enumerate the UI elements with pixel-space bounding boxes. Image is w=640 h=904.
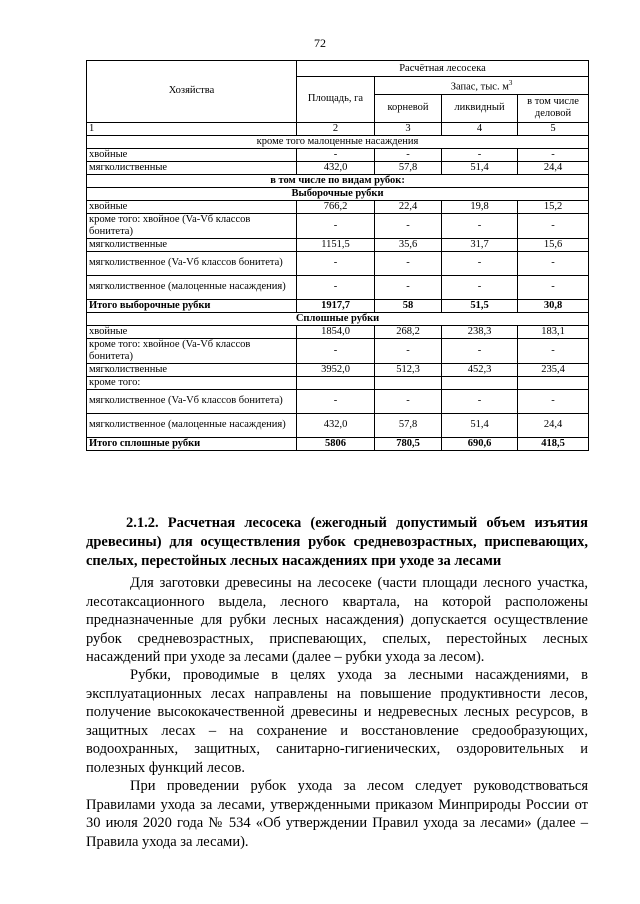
value-cell: 24,4	[518, 413, 589, 437]
value-cell: -	[297, 251, 375, 275]
paragraph-2: Рубки, проводимые в целях ухода за лесными насаждениями, в эксплуатационных лесах направлены на повышение продуктивности лесов, получение высококачественной древесины и недревесных лесных ресурсов, в защитных лесах – на сохранение и восстановление средообразующих, водоохранных, защитных, санитарно-гигиенических, оздоровительных и полезных функций лесов.	[86, 667, 588, 776]
table-row	[87, 213, 589, 238]
table-row	[87, 389, 589, 413]
value-cell: -	[375, 338, 442, 363]
section-row	[87, 187, 589, 200]
value-cell: 5	[518, 122, 589, 135]
row-label-cell: кроме того: хвойное (Va-Vб классов бонитета)	[87, 213, 297, 238]
value-cell: 22,4	[375, 200, 442, 213]
table-row	[87, 376, 589, 389]
table-row	[87, 437, 589, 450]
table-row	[87, 325, 589, 338]
value-cell: -	[442, 251, 518, 275]
value-cell: 15,2	[518, 200, 589, 213]
row-label-cell: Итого сплошные рубки	[87, 437, 297, 450]
value-cell	[518, 376, 589, 389]
value-cell	[297, 376, 375, 389]
section-title: кроме того малоценные насаждения	[87, 135, 589, 148]
header-stock	[375, 77, 589, 95]
section-heading-text: 2.1.2. Расчетная лесосека (ежегодный допустимый объем изъятия древесины) для осуществления рубок средневозрастных, приспевающих, спелых, перестойных лесных насаждениях при уходе за лесами	[86, 515, 588, 569]
value-cell: 238,3	[442, 325, 518, 338]
section-heading	[86, 514, 588, 571]
value-cell: 3	[375, 122, 442, 135]
page-number: 72	[314, 36, 326, 50]
section-title: Сплошные рубки	[87, 312, 589, 325]
value-cell: 57,8	[375, 413, 442, 437]
value-cell	[442, 376, 518, 389]
value-cell: 432,0	[297, 413, 375, 437]
value-cell: 57,8	[375, 161, 442, 174]
section-title: Выборочные рубки	[87, 187, 589, 200]
value-cell: 35,6	[375, 238, 442, 251]
value-cell: 183,1	[518, 325, 589, 338]
value-cell: 51,4	[442, 413, 518, 437]
header-area: Площадь, га	[297, 77, 375, 123]
table-row	[87, 275, 589, 299]
header-liquid: ликвидный	[442, 94, 518, 122]
row-label-cell: мягколиственное (малоценные насаждения)	[87, 413, 297, 437]
value-cell: 31,7	[442, 238, 518, 251]
value-cell: 51,4	[442, 161, 518, 174]
value-cell: -	[297, 389, 375, 413]
value-cell: 268,2	[375, 325, 442, 338]
value-cell: 58	[375, 299, 442, 312]
value-cell: -	[442, 213, 518, 238]
value-cell: 5806	[297, 437, 375, 450]
paragraph-3: При проведении рубок ухода за лесом следует руководствоваться Правилами ухода за лесами, утвержденными приказом Минприроды России от 30 июля 2020 года № 534 «Об утверждении Правил ухода за лесами» (далее – Правила ухода за лесами).	[86, 778, 588, 850]
value-cell: -	[518, 148, 589, 161]
row-label-cell: мягколиственное (Va-Vб классов бонитета)	[87, 251, 297, 275]
row-label-cell: мягколиственное (малоценные насаждения)	[87, 275, 297, 299]
header-root: корневой	[375, 94, 442, 122]
section-row	[87, 174, 589, 187]
row-label-cell: хвойные	[87, 200, 297, 213]
value-cell: -	[518, 213, 589, 238]
value-cell: 512,3	[375, 363, 442, 376]
value-cell: 780,5	[375, 437, 442, 450]
value-cell: -	[375, 251, 442, 275]
row-label-cell: кроме того:	[87, 376, 297, 389]
row-label-cell: хвойные	[87, 325, 297, 338]
value-cell: 418,5	[518, 437, 589, 450]
table-row	[87, 363, 589, 376]
value-cell: 51,5	[442, 299, 518, 312]
value-cell: 4	[442, 122, 518, 135]
value-cell: 30,8	[518, 299, 589, 312]
value-cell: 1917,7	[297, 299, 375, 312]
table-row	[87, 413, 589, 437]
table-row	[87, 251, 589, 275]
value-cell: 19,8	[442, 200, 518, 213]
section-row	[87, 135, 589, 148]
table-row	[87, 299, 589, 312]
section-row	[87, 312, 589, 325]
row-label-cell: кроме того: хвойное (Va-Vб классов бонитета)	[87, 338, 297, 363]
value-cell: 1854,0	[297, 325, 375, 338]
header-business: в том числе деловой	[518, 94, 589, 122]
table-row	[87, 238, 589, 251]
row-label-cell: хвойные	[87, 148, 297, 161]
table-row	[87, 161, 589, 174]
header-farms: Хозяйства	[87, 61, 297, 123]
table-row	[87, 200, 589, 213]
value-cell: 15,6	[518, 238, 589, 251]
row-label-cell: мягколиственные	[87, 161, 297, 174]
value-cell: -	[375, 275, 442, 299]
value-cell: -	[442, 148, 518, 161]
table-row	[87, 338, 589, 363]
row-label-cell: 1	[87, 122, 297, 135]
row-label-cell: мягколиственные	[87, 363, 297, 376]
table-row	[87, 148, 589, 161]
value-cell: -	[375, 389, 442, 413]
value-cell: -	[442, 389, 518, 413]
section-title: в том числе по видам рубок:	[87, 174, 589, 187]
value-cell: -	[442, 338, 518, 363]
value-cell: 1151,5	[297, 238, 375, 251]
value-cell: -	[518, 338, 589, 363]
value-cell: -	[375, 213, 442, 238]
value-cell: -	[375, 148, 442, 161]
value-cell: -	[297, 148, 375, 161]
value-cell: 3952,0	[297, 363, 375, 376]
value-cell	[375, 376, 442, 389]
value-cell: -	[518, 389, 589, 413]
value-cell: 2	[297, 122, 375, 135]
value-cell: -	[297, 275, 375, 299]
value-cell: 432,0	[297, 161, 375, 174]
header-stock-text: Запас, тыс. м	[450, 81, 509, 93]
value-cell: -	[518, 275, 589, 299]
row-label-cell: мягколиственные	[87, 238, 297, 251]
value-cell: 690,6	[442, 437, 518, 450]
table-row	[87, 122, 589, 135]
header-calc-cutting: Расчётная лесосека	[297, 61, 589, 77]
value-cell: -	[518, 251, 589, 275]
value-cell: 235,4	[518, 363, 589, 376]
value-cell: 766,2	[297, 200, 375, 213]
row-label-cell: мягколиственное (Va-Vб классов бонитета)	[87, 389, 297, 413]
header-stock-sup: 3	[508, 79, 513, 87]
cutting-table	[86, 60, 589, 451]
value-cell: -	[442, 275, 518, 299]
paragraph-1: Для заготовки древесины на лесосеке (части площади лесного участка, лесотаксационного выдела, лесного квартала, на которой расположены предназначенные для рубки лесных насаждения) допускается осуществление рубок средневозрастных, приспевающих, спелых, перестойных лесных насаждений при уходе за лесами (далее – рубки ухода за лесом).	[86, 575, 588, 665]
value-cell: 24,4	[518, 161, 589, 174]
row-label-cell: Итого выборочные рубки	[87, 299, 297, 312]
value-cell: 452,3	[442, 363, 518, 376]
value-cell: -	[297, 338, 375, 363]
value-cell: -	[297, 213, 375, 238]
